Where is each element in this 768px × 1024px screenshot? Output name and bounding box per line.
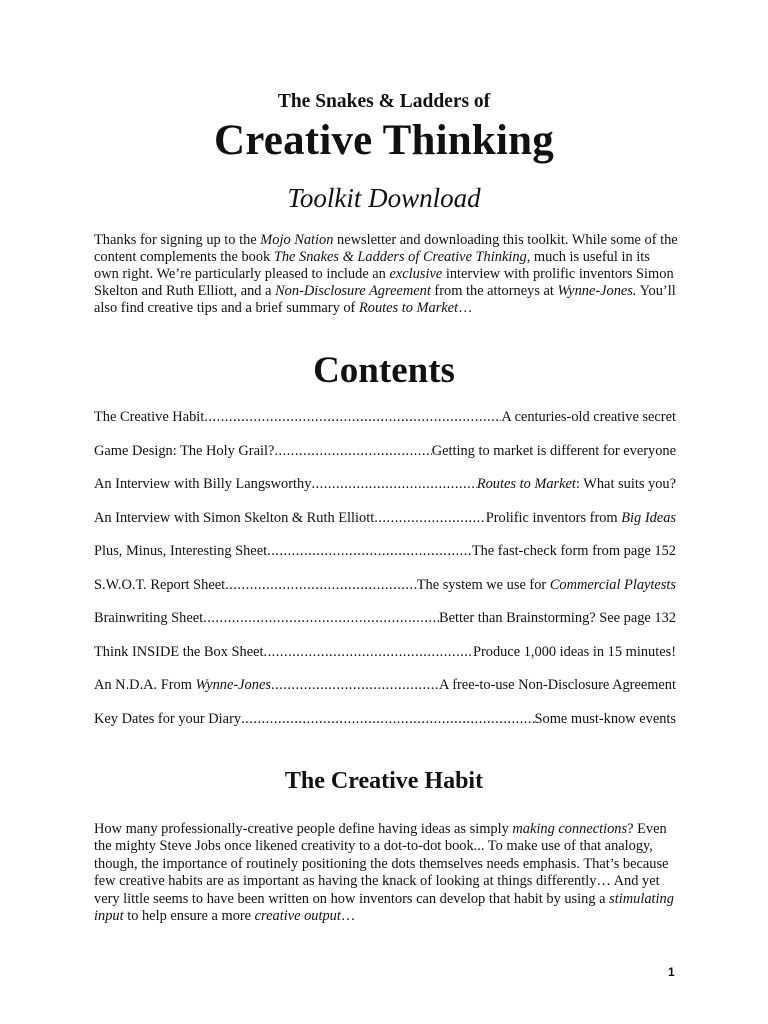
intro-text: You’ll also find creative tips and a brief summary of xyxy=(94,283,676,316)
toc-entry-title: The Creative Habit xyxy=(94,409,205,425)
intro-text: , much is useful in its own right. We’re particularly pleased to include an xyxy=(94,249,650,282)
intro-emphasis: Routes to Market xyxy=(358,300,459,316)
toc-entry-description: A free-to-use Non-Disclosure Agreement xyxy=(439,677,676,693)
toc-entry-title: Plus, Minus, Interesting Sheet xyxy=(94,543,268,559)
toc-entry-description: Prolific inventors from Big Ideas xyxy=(485,509,676,526)
body-emphasis: creative output xyxy=(254,908,341,925)
toc-entry[interactable] xyxy=(94,409,676,443)
toc-entry-title: Brainwriting Sheet xyxy=(94,610,204,626)
toc-leader-dots xyxy=(374,510,486,527)
intro-emphasis: The Snakes & Ladders of Creative Thinking xyxy=(273,249,527,265)
intro-paragraph xyxy=(94,232,678,317)
body-text: to help ensure a more xyxy=(123,908,255,925)
toc-entry[interactable] xyxy=(94,543,676,577)
toc-entry-description: Produce 1,000 ideas in 15 minutes! xyxy=(472,643,676,660)
toc-entry[interactable] xyxy=(94,510,676,544)
creative-habit-paragraph xyxy=(94,821,678,925)
section-heading-creative-habit: The Creative Habit xyxy=(284,768,484,794)
toc-leader-dots xyxy=(274,443,431,460)
toc-entry[interactable] xyxy=(94,476,676,510)
toc-entry-title: An Interview with Billy Langsworthy xyxy=(94,476,312,492)
toc-leader-dots xyxy=(225,577,417,594)
intro-emphasis: exclusive xyxy=(389,266,443,282)
intro-emphasis: Mojo Nation xyxy=(260,232,334,248)
toc-entry-title: Think INSIDE the Box Sheet xyxy=(94,643,264,660)
toc-entry[interactable] xyxy=(94,677,676,711)
toc-leader-dots xyxy=(241,711,534,728)
toc-entry-description: Getting to market is different for everyone xyxy=(431,442,676,459)
intro-emphasis: Wynne-Jones. xyxy=(557,283,637,299)
table-of-contents xyxy=(94,409,676,744)
page-subtitle: Toolkit Download xyxy=(287,183,481,213)
intro-text: from the attorneys at xyxy=(430,283,558,299)
toc-leader-dots xyxy=(311,476,476,493)
toc-entry[interactable] xyxy=(94,610,676,644)
intro-text: … xyxy=(458,300,473,316)
body-text: ? Even the mighty Steve Jobs once likened creativity to a dot-to-dot book... To make use of that analogy, though, the importance of routinely positioning the dots themselves needs emphasis. That’s because few creative habits are as important as having the knack of looking at things differently… And yet very little seems to have been written on how inventors can develop that habit by using a xyxy=(94,821,669,907)
body-text: How many professionally-creative people define having ideas as simply xyxy=(94,821,513,837)
contents-heading: Contents xyxy=(313,350,455,391)
body-emphasis: stimulating input xyxy=(94,890,674,925)
intro-text: Thanks for signing up to the xyxy=(94,232,261,248)
toc-entry-description: The fast-check form from page 152 xyxy=(471,543,676,559)
page-title: Creative Thinking xyxy=(214,117,554,164)
toc-entry[interactable] xyxy=(94,577,676,611)
toc-entry-title: An N.D.A. From Wynne-Jones xyxy=(94,677,271,693)
toc-leader-dots xyxy=(204,409,501,426)
toc-leader-dots xyxy=(271,677,439,694)
toc-entry-description: The system we use for Commercial Playtests xyxy=(416,576,676,593)
pre-title: The Snakes & Ladders of xyxy=(277,91,491,112)
toc-entry[interactable] xyxy=(94,711,676,745)
toc-leader-dots xyxy=(203,610,439,627)
toc-entry-title: S.W.O.T. Report Sheet xyxy=(94,576,226,593)
toc-entry-description: Some must-know events xyxy=(534,710,676,727)
toc-entry[interactable] xyxy=(94,443,676,477)
toc-entry[interactable] xyxy=(94,644,676,678)
toc-leader-dots xyxy=(267,543,472,560)
intro-emphasis: Non-Disclosure Agreement xyxy=(275,283,431,299)
toc-entry-title: An Interview with Simon Skelton & Ruth Elliott xyxy=(94,509,375,526)
toc-entry-description: A centuries-old creative secret xyxy=(501,409,676,425)
intro-text: interview with prolific inventors Simon Skelton and Ruth Elliott, and a xyxy=(94,266,674,299)
toc-entry-description: Routes to Market: What suits you? xyxy=(476,476,676,492)
toc-entry-description: Better than Brainstorming? See page 132 xyxy=(439,610,676,626)
toc-entry-title: Game Design: The Holy Grail? xyxy=(94,442,275,459)
body-text: … xyxy=(340,908,356,925)
toc-leader-dots xyxy=(263,644,472,661)
body-emphasis: making connections xyxy=(512,821,628,837)
toc-entry-title: Key Dates for your Diary xyxy=(94,710,242,727)
page-number: 1 xyxy=(668,965,675,979)
intro-text: newsletter and downloading this toolkit. While some of the content complements the book xyxy=(94,232,678,265)
